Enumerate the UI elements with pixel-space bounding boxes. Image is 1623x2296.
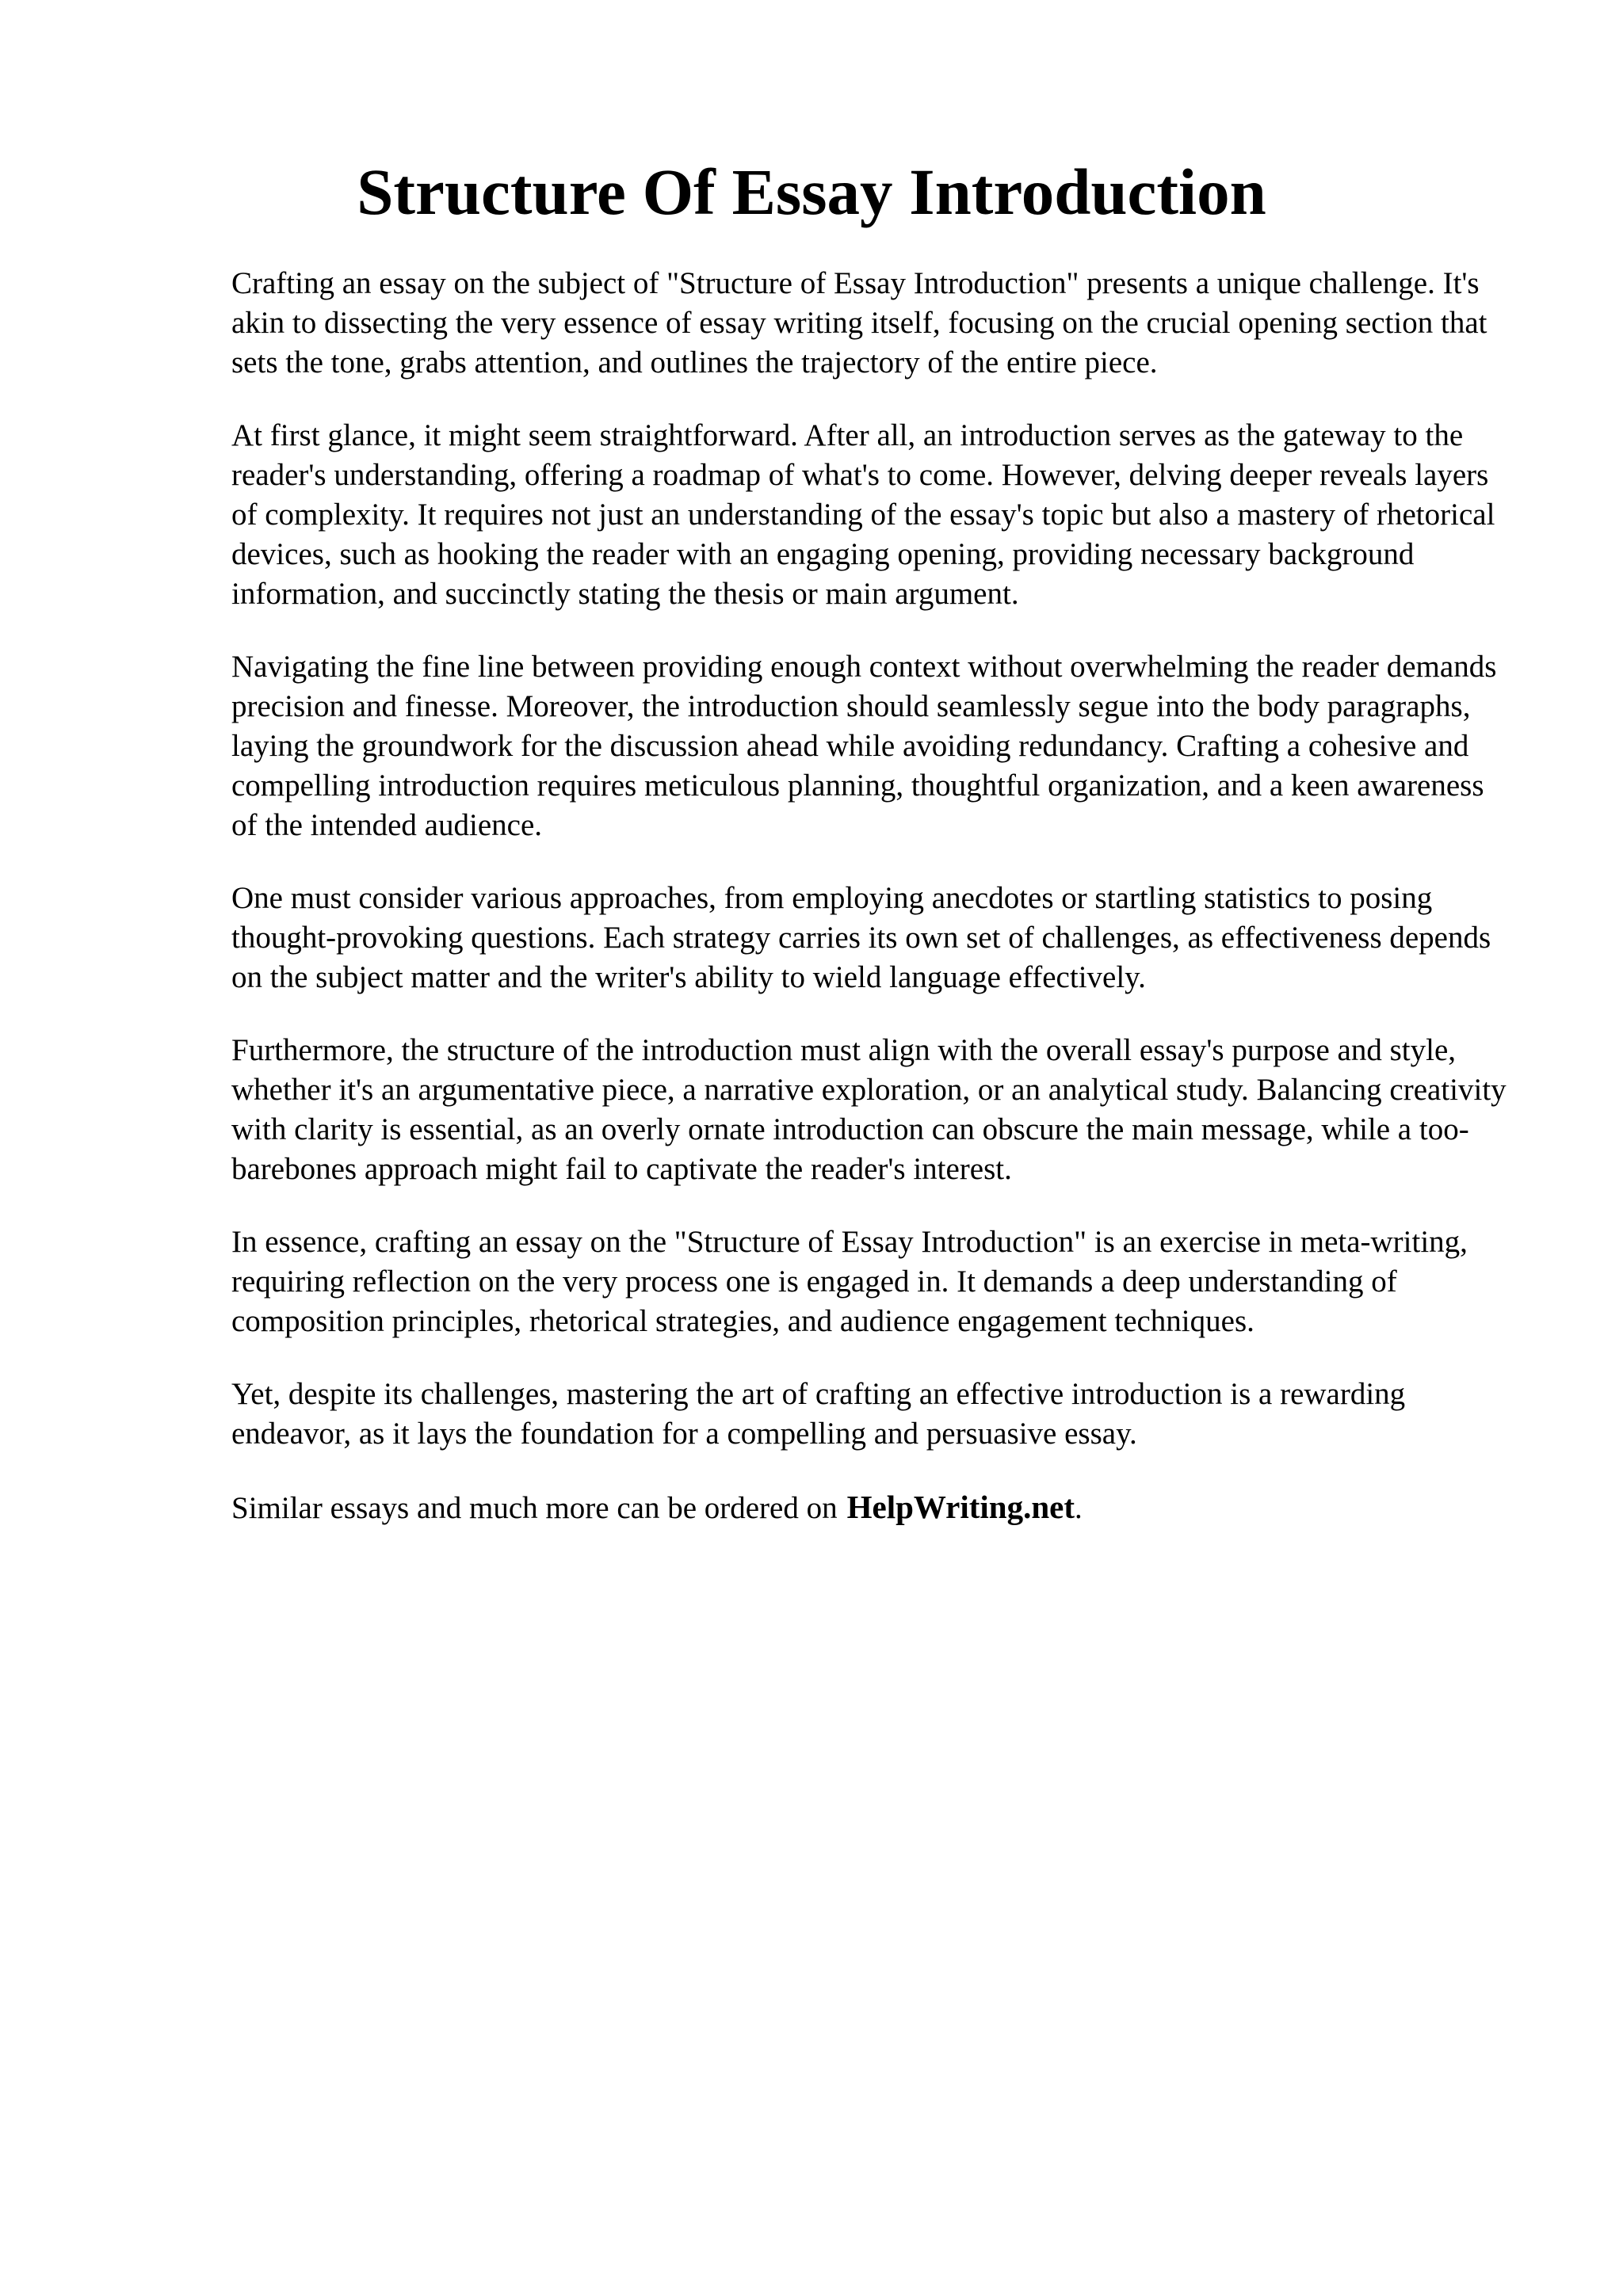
paragraph-6: In essence, crafting an essay on the "Structure of Essay Introduction" is an exercise in meta-writing, requiring reflection on the very process one is engaged in. It demands a deep understanding of composition principles, rhetorical strategies, and audience engagement techniques. xyxy=(231,1225,1468,1338)
document-body xyxy=(231,264,1515,1528)
closing-text: Similar essays and much more can be ordered on xyxy=(231,1491,838,1525)
paragraph-2: At first glance, it might seem straightforward. After all, an introduction serves as the gateway to the reader's understanding, offering a roadmap of what's to come. However, delving deeper reveals layers of complexity. It requires not just an understanding of the essay's topic but also a mastery of rhetorical devices, such as hooking the reader with an engaging opening, providing necessary background information, and succinctly stating the thesis or main argument. xyxy=(231,418,1495,611)
closing-line xyxy=(231,1487,1515,1528)
document-title: Structure Of Essay Introduction xyxy=(357,155,1266,228)
paragraph-4: One must consider various approaches, from employing anecdotes or startling statistics to posing thought-provoking questions. Each strategy carries its own set of challenges, as effectiveness depends on the subject matter and the writer's ability to wield language effectively. xyxy=(231,881,1491,994)
brand-link[interactable]: HelpWriting.net xyxy=(846,1489,1075,1525)
paragraph-5: Furthermore, the structure of the introduction must align with the overall essay's purpose and style, whether it's an argumentative piece, a narrative exploration, or an analytical study. Balancing creativity with clarity is essential, as an overly ornate introduction can obscure the main message, while a too-barebones approach might fail to captivate the reader's interest. xyxy=(231,1033,1507,1186)
paragraph-1: Crafting an essay on the subject of "Structure of Essay Introduction" presents a unique challenge. It's akin to dissecting the very essence of essay writing itself, focusing on the crucial opening section that sets the tone, grabs attention, and outlines the trajectory of the entire piece. xyxy=(231,266,1487,379)
paragraph-3: Navigating the fine line between providing enough context without overwhelming the reader demands precision and finesse. Moreover, the introduction should seamlessly segue into the body paragraphs, laying the groundwork for the discussion ahead while avoiding redundancy. Crafting a cohesive and compelling introduction requires meticulous planning, thoughtful organization, and a keen awareness of the intended audience. xyxy=(231,650,1497,842)
closing-period: . xyxy=(1075,1491,1083,1525)
paragraph-7: Yet, despite its challenges, mastering the art of crafting an effective introduction is a rewarding endeavor, as it lays the foundation for a compelling and persuasive essay. xyxy=(231,1377,1406,1451)
